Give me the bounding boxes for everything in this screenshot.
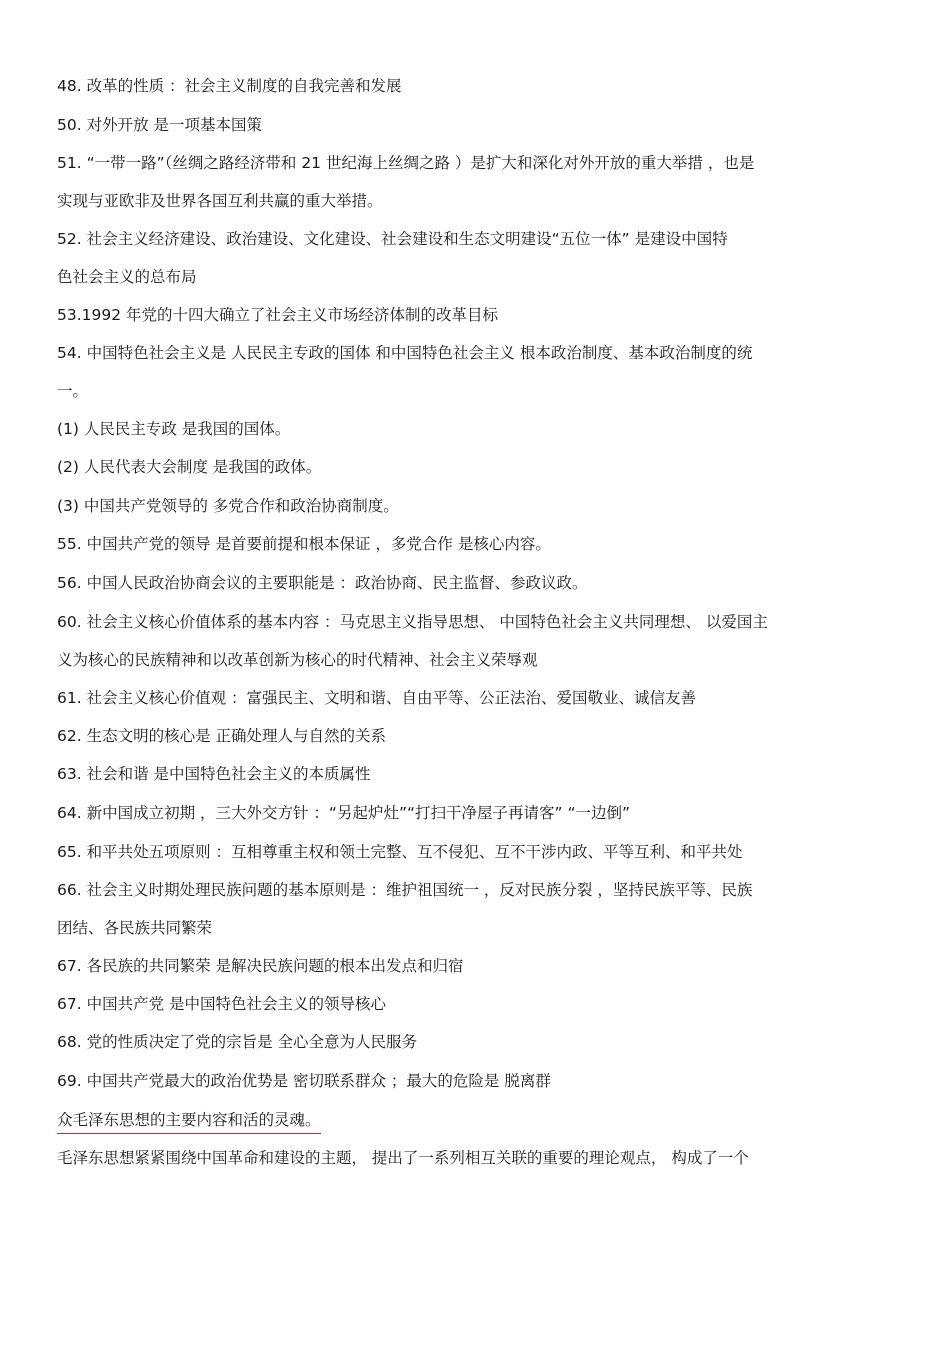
text-line-60-cont: 义为核心的民族精神和以改革创新为核心的时代精神、社会主义荣辱观 xyxy=(57,651,538,669)
text-line-62: 62. 生态文明的核心是 正确处理人与自然的关系 xyxy=(57,727,387,745)
text-line-51: 51. “一带一路”（丝绸之路经济带和 21 世纪海上丝绸之路 ）是扩大和深化对外开放的重大举措 ，也是 xyxy=(57,154,755,172)
text-line-52: 52. 社会主义经济建设、政治建设、文化建设、社会建设和生态文明建设“五位一体” 是建设中国特 xyxy=(57,230,728,248)
text-line-sub-2: (2) 人民代表大会制度 是我国的政体。 xyxy=(57,458,322,476)
text-line-61: 61. 社会主义核心价值观 ：富强民主、文明和谐、自由平等、公正法治、爱国敬业、诚信友善 xyxy=(57,689,697,707)
text-line-sub-1: (1) 人民民主专政 是我国的国体。 xyxy=(57,420,291,438)
text-line-68: 68. 党的性质决定了党的宗旨是 全心全意为人民服务 xyxy=(57,1033,418,1051)
text-line-56: 56. 中国人民政治协商会议的主要职能是 ：政治协商、民主监督、参政议政。 xyxy=(57,574,588,592)
text-line-67b: 67. 中国共产党 是中国特色社会主义的领导核心 xyxy=(57,995,387,1013)
text-line-66: 66. 社会主义时期处理民族问题的基本原则是 ：维护祖国统一 ，反对民族分裂 ，坚持民族平等、民族 xyxy=(57,881,753,899)
text-line-sub-3: (3) 中国共产党领导的 多党合作和政治协商制度。 xyxy=(57,497,399,515)
text-line-48: 48. 改革的性质 ：社会主义制度的自我完善和发展 xyxy=(57,77,402,95)
text-line-54-cont: 一。 xyxy=(57,382,89,400)
text-line-51-cont: 实现与亚欧非及世界各国互利共赢的重大举措。 xyxy=(57,192,383,210)
text-line-64: 64. 新中国成立初期 ，三大外交方针 ：“另起炉灶”“打扫干净屋子再请客” “一边倒” xyxy=(57,804,631,822)
text-line-69: 69. 中国共产党最大的政治优势是 密切联系群众 ；最大的危险是 脱离群 xyxy=(57,1072,551,1090)
text-line-52-cont: 色社会主义的总布局 xyxy=(57,268,197,286)
text-line-65: 65. 和平共处五项原则 ：互相尊重主权和领土完整、互不侵犯、互不干涉内政、平等互利、和平共处 xyxy=(57,843,743,861)
text-line-63: 63. 社会和谐 是中国特色社会主义的本质属性 xyxy=(57,765,371,783)
text-line-50: 50. 对外开放 是一项基本国策 xyxy=(57,116,263,134)
highlighted-line-wrapper xyxy=(57,1110,897,1134)
text-line-55: 55. 中国共产党的领导 是首要前提和根本保证 ，多党合作 是核心内容。 xyxy=(57,535,551,553)
text-line-53: 53.1992 年党的十四大确立了社会主义市场经济体制的改革目标 xyxy=(57,306,499,324)
text-line-final: 毛泽东思想紧紧围绕中国革命和建设的主题， 提出了一系列相互关联的重要的理论观点， 构成了一个 xyxy=(57,1149,749,1167)
text-line-54: 54. 中国特色社会主义是 人民民主专政的国体 和中国特色社会主义 根本政治制度、基本政治制度的统 xyxy=(57,344,753,362)
text-line-67a: 67. 各民族的共同繁荣 是解决民族问题的根本出发点和归宿 xyxy=(57,957,464,975)
text-line-66-cont: 团结、各民族共同繁荣 xyxy=(57,919,213,937)
underlined-heading: 众毛泽东思想的主要内容和活的灵魂。 xyxy=(57,1110,321,1134)
text-line-60: 60. 社会主义核心价值体系的基本内容 ：马克思主义指导思想、 中国特色社会主义共同理想、 以爱国主 xyxy=(57,613,768,631)
